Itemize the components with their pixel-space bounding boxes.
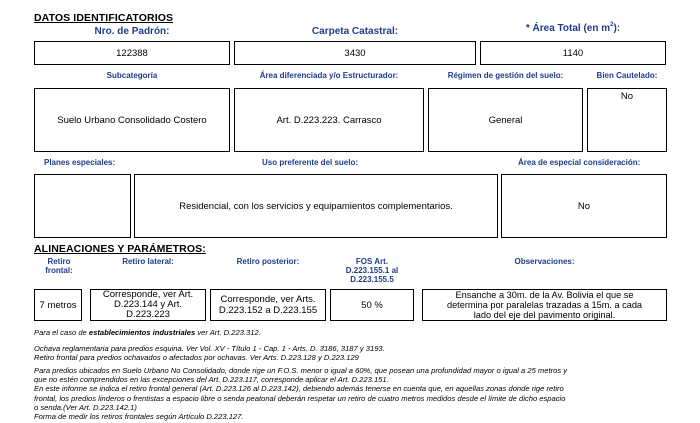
retiro-lateral-label: Retiro lateral: [122,257,174,266]
fos-label-3: D.223.155.5 [350,275,394,284]
observaciones-line-3: lado del eje del pavimento original. [473,310,616,320]
note-line-6: Forma de medir los retiros frontales según Artículo D.223.127. [34,412,244,422]
subcategoria-value: Suelo Urbano Consolidado Costero [34,88,230,152]
bien-cautelado-value: No [587,88,667,152]
retiro-frontal-label-2: frontal: [45,266,73,275]
note-line-2: que no estén comprendidos en las excepciones del Art. D.223.117, corresponde aplicar el Art. D.223.151. [34,375,389,385]
fos-label-1: FOS Art. [355,257,389,266]
area-diferenciada-label: Área diferenciada y/o Estructurador: [259,71,399,80]
carpeta-label: Carpeta Catastral: [311,26,399,37]
note-ochava-line-1: Ochava reglamentaria para predios esquina. Ver Vol. XV - Título 1 - Cap. 1 - Arts. D. 3186, 3187 y 3193. [34,344,385,353]
bien-cautelado-label: Bien Cautelado: [596,71,658,80]
retiro-lateral-line-3: D.223.223 [126,309,170,320]
fos-label-2: D.223.155.1 al [345,266,399,275]
padron-label: Nro. de Padrón: [94,26,170,37]
retiro-lateral-line-2: D.223.144 y Art. [113,299,183,310]
carpeta-value: 3430 [234,41,476,65]
retiro-lateral-value [90,289,206,321]
note-line-4: frontal, los predios linderos o frentistas a espacio libre o senda peatonal deberán respetar un retiro de cuatro metros medidos desde el límite de dicho espacio [34,393,566,403]
note-line-1: Para predios ubicados en Suelo Urbano No Consolidado, donde rige un F.O.S. menor o igual a 60%, que posean una profundidad mayor o igual a 25 metros y [34,366,568,375]
alineaciones-title: ALINEACIONES Y PARÁMETROS: [34,243,206,255]
retiro-posterior-line-2: D.223.152 a D.223.155 [218,305,318,316]
retiro-frontal-label-1: Retiro [47,257,71,266]
fos-label [330,257,414,284]
observaciones-line-1: Ensanche a 30m. de la Av. Bolivia el que se [455,290,634,300]
note-line-5: o senda.(Ver Art. D.223.142.1) [34,402,137,412]
regimen-label: Régimen de gestión del suelo: [447,71,564,80]
retiro-lateral-line-1: Corresponde, ver Art. [102,289,194,300]
subcategoria-label: Subcategoría [106,71,158,80]
planes-value [34,174,131,238]
especial-label: Área de especial consideración: [518,158,641,167]
observaciones-value [422,289,667,321]
note-line-3: En este informe se indica el retiro frontal general (Art. D.223.126 al D.223.142), debiendo además tenerse en cuenta que, en aquellas zonas donde rige retiro [34,384,564,394]
note-ochava-line-2: Retiro frontal para predios ochavados o afectados por ochavas. Ver Arts. D.223.128 y D.223.129 [34,353,359,363]
observaciones-line-2: determina por paralelas trazadas a 15m. a cada [446,300,643,310]
retiro-frontal-label [34,257,84,275]
fos-value: 50 % [330,289,414,321]
padron-value: 122388 [34,41,230,65]
retiro-frontal-value: 7 metros [34,289,82,321]
area-total-value: 1140 [480,41,666,65]
section-title-datos: DATOS IDENTIFICATORIOS [34,12,174,24]
note-suelo-urbano [34,366,694,421]
uso-label: Uso preferente del suelo: [262,158,359,167]
retiro-posterior-value [210,289,326,321]
retiro-posterior-line-1: Corresponde, ver Arts. [220,294,316,305]
note-industriales: Para el caso de establecimientos industriales ver Art. D.223.312. [34,328,261,337]
especial-value: No [501,174,667,238]
uso-value: Residencial, con los servicios y equipamientos complementarios. [134,174,498,238]
retiro-posterior-label: Retiro posterior: [236,257,300,266]
area-diferenciada-value: Art. D.223.223. Carrasco [234,88,424,152]
note-ochava [34,344,694,362]
regimen-value: General [428,88,583,152]
observaciones-label: Observaciones: [514,257,575,266]
area-total-label: * Área Total (en $m^2$): [525,22,621,34]
planes-label: Planes especiales: [44,158,116,167]
